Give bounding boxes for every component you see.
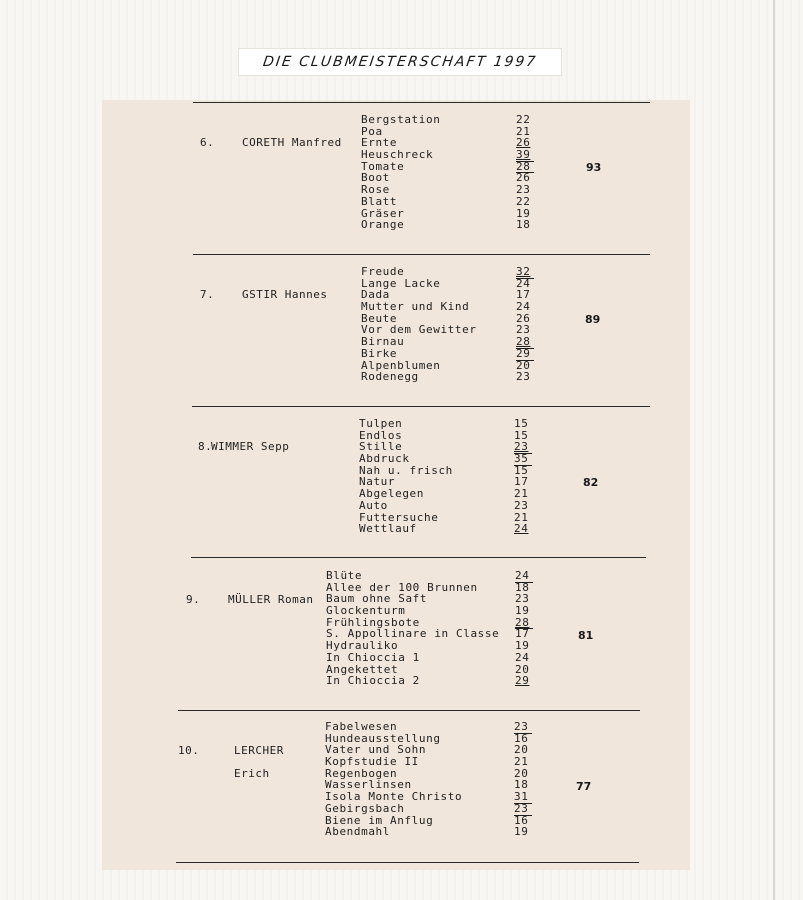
works-list: [325, 720, 529, 839]
bottom-divider: [176, 862, 639, 863]
total-score: 77: [576, 780, 592, 793]
work-points: 35: [514, 453, 532, 465]
works-list: [359, 417, 529, 536]
work-title: Stille: [359, 440, 403, 454]
player-name: CORETH Manfred: [242, 136, 342, 149]
total-score: 81: [578, 629, 594, 642]
work-points: 23: [516, 183, 531, 197]
work-points: 20: [514, 766, 529, 780]
work-points: 20: [514, 743, 529, 757]
work-title: Ernte: [361, 136, 398, 150]
work-title: Tulpen: [359, 417, 403, 430]
work-row: [326, 674, 530, 688]
player-name: WIMMER Sepp: [211, 440, 290, 453]
work-points: 20: [516, 360, 534, 372]
work-title: Futtersuche: [359, 510, 439, 524]
work-title: Freude: [361, 265, 405, 278]
work-points: 15: [514, 428, 529, 442]
work-points: 26: [516, 172, 534, 184]
work-points: 17: [515, 628, 533, 640]
work-title: Angekettet: [326, 662, 399, 676]
work-points: 31: [514, 790, 529, 804]
work-points: 17: [514, 475, 529, 489]
section-divider: [178, 710, 640, 711]
work-points: 32: [516, 265, 531, 278]
work-title: Baum ohne Saft: [326, 592, 428, 606]
work-title: Frühlingsbote: [326, 615, 420, 629]
section-divider: [193, 102, 650, 103]
work-title: Alpenblumen: [361, 358, 441, 372]
work-points: 21: [514, 755, 529, 769]
document-title: DIE CLUBMEISTERSCHAFT 1997: [261, 54, 539, 70]
player-name: MÜLLER Roman: [228, 593, 314, 606]
work-row: [325, 825, 529, 839]
work-title: Fabelwesen: [325, 720, 398, 733]
rank-number: 8.: [198, 440, 213, 453]
work-title: Endlos: [359, 428, 403, 442]
work-title: Heuschreck: [361, 148, 434, 162]
work-points: 19: [515, 604, 530, 618]
section-divider: [193, 254, 650, 255]
work-row: [361, 370, 531, 384]
work-title: Vater und Sohn: [325, 743, 427, 757]
player-name: LERCHER: [234, 744, 284, 757]
total-score: 93: [586, 161, 602, 174]
work-points: 24: [515, 569, 530, 582]
work-title: Vor dem Gewitter: [361, 323, 477, 337]
work-title: Hydrauliko: [326, 639, 399, 653]
work-points: 16: [514, 733, 532, 745]
work-points: 20: [515, 662, 530, 676]
work-title: In Chioccia 1: [326, 650, 420, 664]
work-title: Isola Monte Christo: [325, 790, 463, 804]
work-title: Hundeausstellung: [325, 731, 441, 745]
rank-number: 9.: [186, 593, 201, 606]
work-points: 23: [515, 592, 530, 606]
work-points: 19: [514, 825, 529, 839]
work-title: Poa: [361, 124, 383, 138]
work-points: 39: [516, 148, 531, 162]
work-title: Regenbogen: [325, 766, 398, 780]
work-points: 21: [514, 487, 529, 501]
total-score: 82: [583, 476, 599, 489]
work-points: 24: [516, 300, 531, 314]
work-points: 23: [516, 370, 531, 384]
work-row: [361, 218, 531, 232]
work-title: Rodenegg: [361, 370, 419, 384]
player-name: GSTIR Hannes: [242, 288, 328, 301]
rank-number: 10.: [178, 744, 200, 757]
work-points: 28: [515, 615, 530, 629]
work-points: 24: [515, 650, 530, 664]
work-points: 17: [516, 288, 531, 302]
work-points: 24: [514, 522, 529, 536]
work-title: Natur: [359, 475, 396, 489]
work-title: Gebirgsbach: [325, 801, 405, 815]
work-title: Abendmahl: [325, 825, 391, 839]
total-score: 89: [585, 313, 601, 326]
work-title: Abgelegen: [359, 487, 425, 501]
rank-number: 7.: [200, 288, 215, 301]
work-points: 18: [515, 582, 533, 594]
work-title: Orange: [361, 218, 405, 232]
work-points: 23: [514, 498, 529, 512]
work-title: Abdruck: [359, 452, 410, 466]
work-points: 26: [516, 136, 531, 150]
work-points: 23: [514, 440, 529, 454]
player-first-name: Erich: [234, 767, 270, 780]
title-label-strip: [238, 48, 562, 76]
work-title: Blüte: [326, 569, 363, 582]
work-title: Birnau: [361, 335, 405, 349]
work-title: Beute: [361, 311, 398, 325]
work-title: Boot: [361, 171, 390, 185]
work-title: Bergstation: [361, 113, 441, 126]
works-list: [326, 569, 530, 688]
work-title: Allee der 100 Brunnen: [326, 580, 478, 594]
work-title: Wettlauf: [359, 522, 417, 536]
work-title: Mutter und Kind: [361, 300, 470, 314]
work-points: 19: [516, 206, 531, 220]
work-title: Glockenturm: [326, 604, 406, 618]
work-title: Biene im Anflug: [325, 813, 434, 827]
work-title: Auto: [359, 498, 388, 512]
work-points: 19: [515, 639, 530, 653]
work-row: [359, 522, 529, 536]
works-list: [361, 265, 531, 384]
rank-number: 6.: [200, 136, 215, 149]
work-points: 18: [516, 218, 531, 232]
work-title: Tomate: [361, 159, 405, 173]
work-points: 22: [516, 113, 531, 126]
works-list: [361, 113, 531, 232]
work-points: 24: [516, 278, 534, 290]
work-title: Lange Lacke: [361, 276, 441, 290]
work-title: Dada: [361, 288, 390, 302]
work-points: 15: [514, 465, 532, 477]
work-points: 29: [515, 674, 530, 688]
work-points: 15: [514, 417, 529, 430]
work-points: 23: [514, 803, 532, 815]
work-points: 23: [516, 323, 531, 337]
work-title: Wasserlinsen: [325, 778, 412, 792]
work-points: 28: [516, 335, 531, 349]
work-title: Kopfstudie II: [325, 755, 419, 769]
section-divider: [192, 406, 650, 407]
work-points: 21: [516, 124, 531, 138]
work-title: Gräser: [361, 206, 405, 220]
work-title: Blatt: [361, 194, 398, 208]
work-title: In Chioccia 2: [326, 674, 420, 688]
work-title: Rose: [361, 183, 390, 197]
work-points: 16: [514, 815, 532, 827]
binder-edge: [773, 0, 775, 900]
work-title: Birke: [361, 346, 398, 360]
work-points: 21: [514, 510, 529, 524]
section-divider: [191, 557, 646, 558]
work-points: 18: [514, 778, 529, 792]
work-points: 22: [516, 194, 531, 208]
work-title: S. Appollinare in Classe: [326, 627, 500, 641]
work-points: 29: [516, 348, 534, 360]
work-points: 26: [516, 311, 531, 325]
work-points: 28: [516, 161, 534, 173]
work-points: 23: [514, 720, 529, 733]
work-title: Nah u. frisch: [359, 463, 453, 477]
